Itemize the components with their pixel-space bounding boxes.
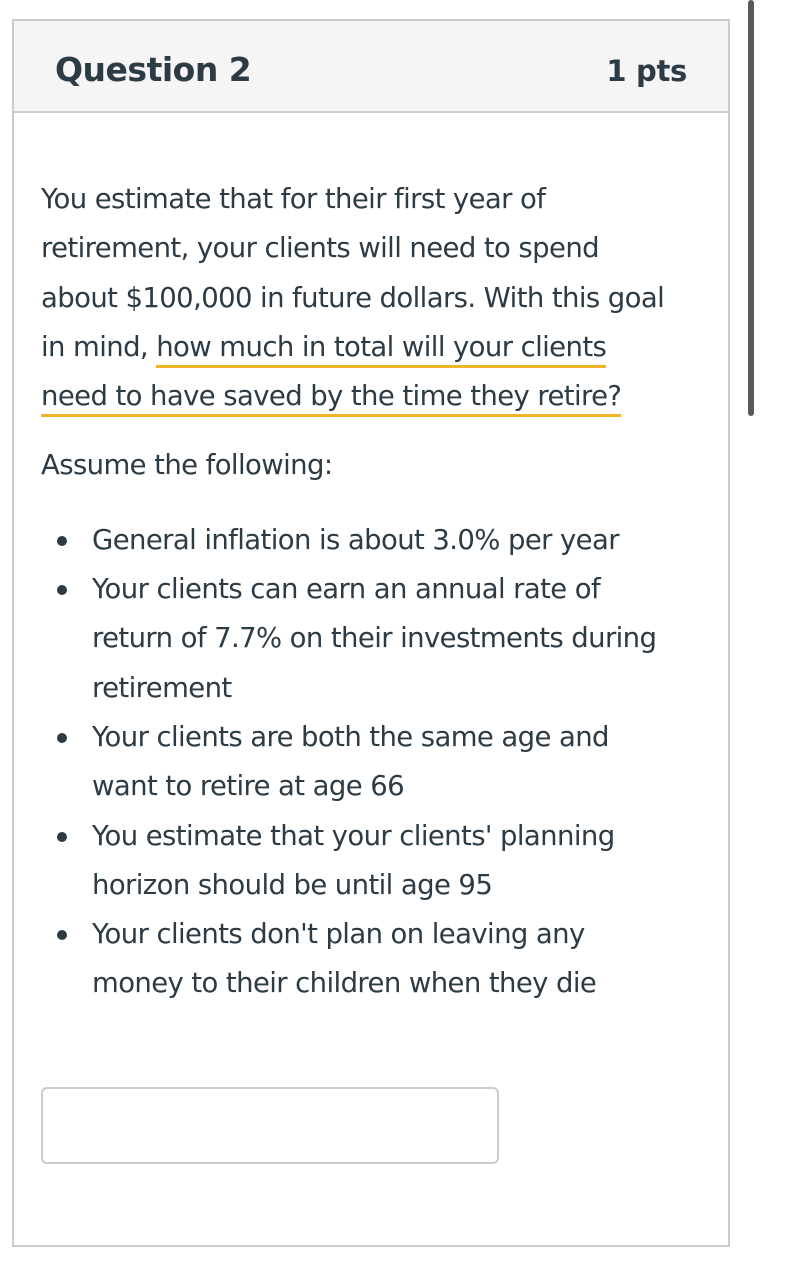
question-prompt — [41, 175, 671, 421]
answer-input[interactable] — [41, 1087, 499, 1164]
list-item: You estimate that your clients' planning horizon should be until age 95 — [41, 812, 671, 911]
assume-label: Assume the following: — [41, 449, 333, 482]
question-title: Question 2 — [55, 50, 252, 89]
scrollbar[interactable] — [748, 0, 754, 416]
question-points: 1 pts — [606, 54, 687, 88]
prompt-intro: You estimate that for their first year of retirement, your clients will need to spend about $100,000 in future dollars. With this goal in mind, — [41, 183, 665, 363]
list-item: Your clients can earn an annual rate of return of 7.7% on their investments during retirement — [41, 565, 671, 713]
list-item: Your clients don't plan on leaving any money to their children when they die — [41, 910, 671, 1009]
prompt-highlighted: how much in total will your clients need to have saved by the time they retire? — [41, 331, 621, 417]
list-item: General inflation is about 3.0% per year — [41, 516, 671, 565]
question-text — [41, 175, 671, 1009]
question-header — [14, 21, 728, 113]
list-item: Your clients are both the same age and want to retire at age 66 — [41, 713, 671, 812]
assumption-list — [41, 516, 671, 1009]
